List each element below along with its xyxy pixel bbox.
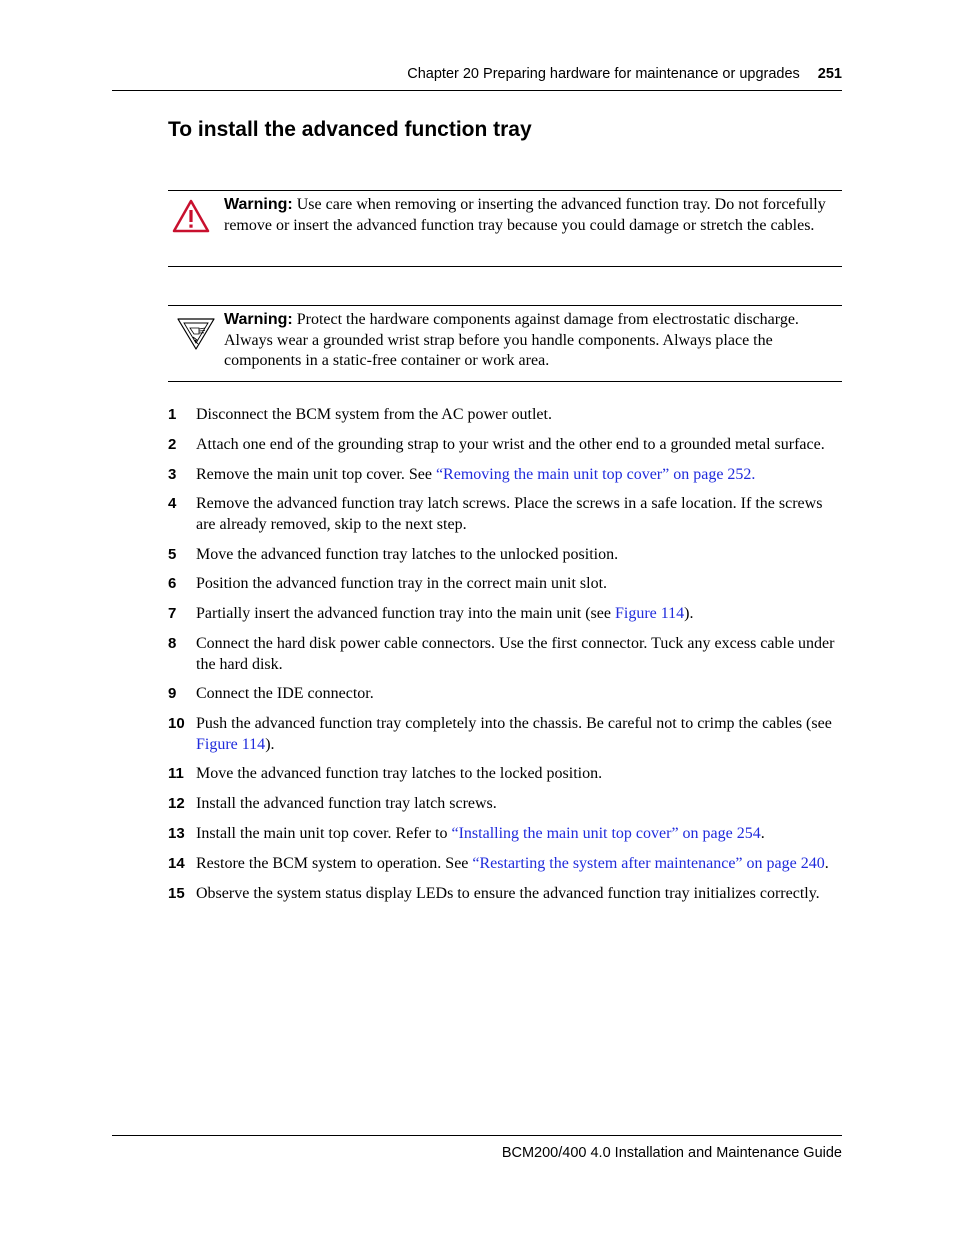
- step-number: 15: [168, 884, 185, 902]
- step-6: [168, 574, 842, 595]
- cross-reference-link[interactable]: “Removing the main unit top cover” on page 252.: [435, 465, 756, 483]
- step-5: [168, 545, 842, 566]
- step-number: 1: [168, 406, 177, 423]
- step-text: Remove the main unit top cover. See: [196, 465, 436, 483]
- step-text: Connect the IDE connector.: [196, 685, 374, 703]
- step-9: [168, 684, 842, 705]
- step-7: [168, 604, 842, 625]
- step-text: Partially insert the advanced function tray into the main unit (see: [196, 605, 615, 623]
- step-number: 9: [168, 685, 177, 703]
- step-4: [168, 494, 842, 535]
- step-text-end: .: [760, 825, 765, 843]
- step-14: [168, 854, 842, 875]
- warning-body: Protect the hardware components against damage from electrostatic discharge. Always wear a grounded wrist strap before you handle components. Always place the components in a static-free container or work area.: [224, 311, 799, 369]
- page-number: 251: [817, 66, 842, 82]
- step-8: [168, 634, 842, 675]
- step-text: Position the advanced function tray in the correct main unit slot.: [196, 575, 608, 593]
- step-number: 12: [168, 795, 185, 813]
- esd-warning-box: [168, 305, 842, 382]
- running-header: [112, 66, 842, 91]
- step-number: 4: [168, 495, 177, 513]
- cross-reference-link[interactable]: “Restarting the system after maintenance” on page 240: [472, 854, 825, 872]
- warning-body: Use care when removing or inserting the advanced function tray. Do not forcefully remove or insert the advanced function tray because you could damage or stretch the cables.: [224, 196, 826, 234]
- step-text-end: ).: [265, 735, 275, 753]
- step-number: 10: [168, 715, 185, 733]
- step-number: 3: [168, 465, 177, 483]
- step-number: 2: [168, 435, 177, 453]
- step-number: 11: [168, 765, 184, 783]
- warning-label: Warning:: [224, 311, 293, 328]
- chapter-title: Chapter 20 Preparing hardware for maintenance or upgrades: [407, 66, 800, 82]
- step-text-end: ).: [684, 605, 694, 623]
- step-number: 5: [168, 545, 177, 563]
- step-10: [168, 714, 842, 755]
- step-text: Disconnect the BCM system from the AC power outlet.: [196, 406, 552, 423]
- step-number: 13: [168, 825, 185, 843]
- step-text: Connect the hard disk power cable connectors. Use the first connector. Tuck any excess cable under the hard disk.: [196, 635, 835, 673]
- figure-link[interactable]: Figure 114: [614, 605, 685, 623]
- page-footer: [112, 1135, 842, 1161]
- step-number: 7: [168, 605, 177, 623]
- figure-link[interactable]: Figure 114: [196, 735, 266, 753]
- esd-warning-icon: [176, 316, 216, 357]
- step-text: Install the main unit top cover. Refer to: [196, 825, 452, 843]
- step-text: Remove the advanced function tray latch screws. Place the screws in a safe location. If the screws are already removed, skip to the next step.: [196, 495, 823, 533]
- warning-text: [224, 310, 842, 372]
- step-text-end: .: [824, 854, 829, 872]
- step-15: [168, 884, 842, 905]
- procedure-steps: [168, 405, 842, 913]
- step-1: [168, 405, 842, 426]
- step-text: Push the advanced function tray completely into the chassis. Be careful not to crimp the cables (see: [196, 715, 832, 733]
- footer-title: BCM200/400 4.0 Installation and Maintenance Guide: [501, 1145, 842, 1161]
- step-2: [168, 435, 842, 456]
- caution-triangle-icon: [172, 199, 210, 238]
- step-11: [168, 764, 842, 785]
- step-text: Restore the BCM system to operation. See: [196, 854, 473, 872]
- step-text: Move the advanced function tray latches to the locked position.: [196, 765, 603, 783]
- step-text: Install the advanced function tray latch screws.: [196, 795, 497, 813]
- step-text: Move the advanced function tray latches to the unlocked position.: [196, 545, 619, 563]
- step-text: Attach one end of the grounding strap to your wrist and the other end to a grounded metal surface.: [196, 435, 825, 453]
- step-number: 14: [168, 854, 185, 872]
- caution-warning-box: [168, 190, 842, 267]
- step-text: Observe the system status display LEDs to ensure the advanced function tray initializes correctly.: [196, 884, 820, 902]
- step-number: 8: [168, 635, 177, 653]
- cross-reference-link[interactable]: “Installing the main unit top cover” on page 254: [451, 825, 761, 843]
- warning-label: Warning:: [224, 196, 293, 213]
- step-12: [168, 794, 842, 815]
- warning-text: [224, 195, 842, 236]
- step-13: [168, 824, 842, 845]
- step-number: 6: [168, 575, 177, 593]
- section-heading: To install the advanced function tray: [168, 118, 532, 141]
- step-3: [168, 465, 842, 486]
